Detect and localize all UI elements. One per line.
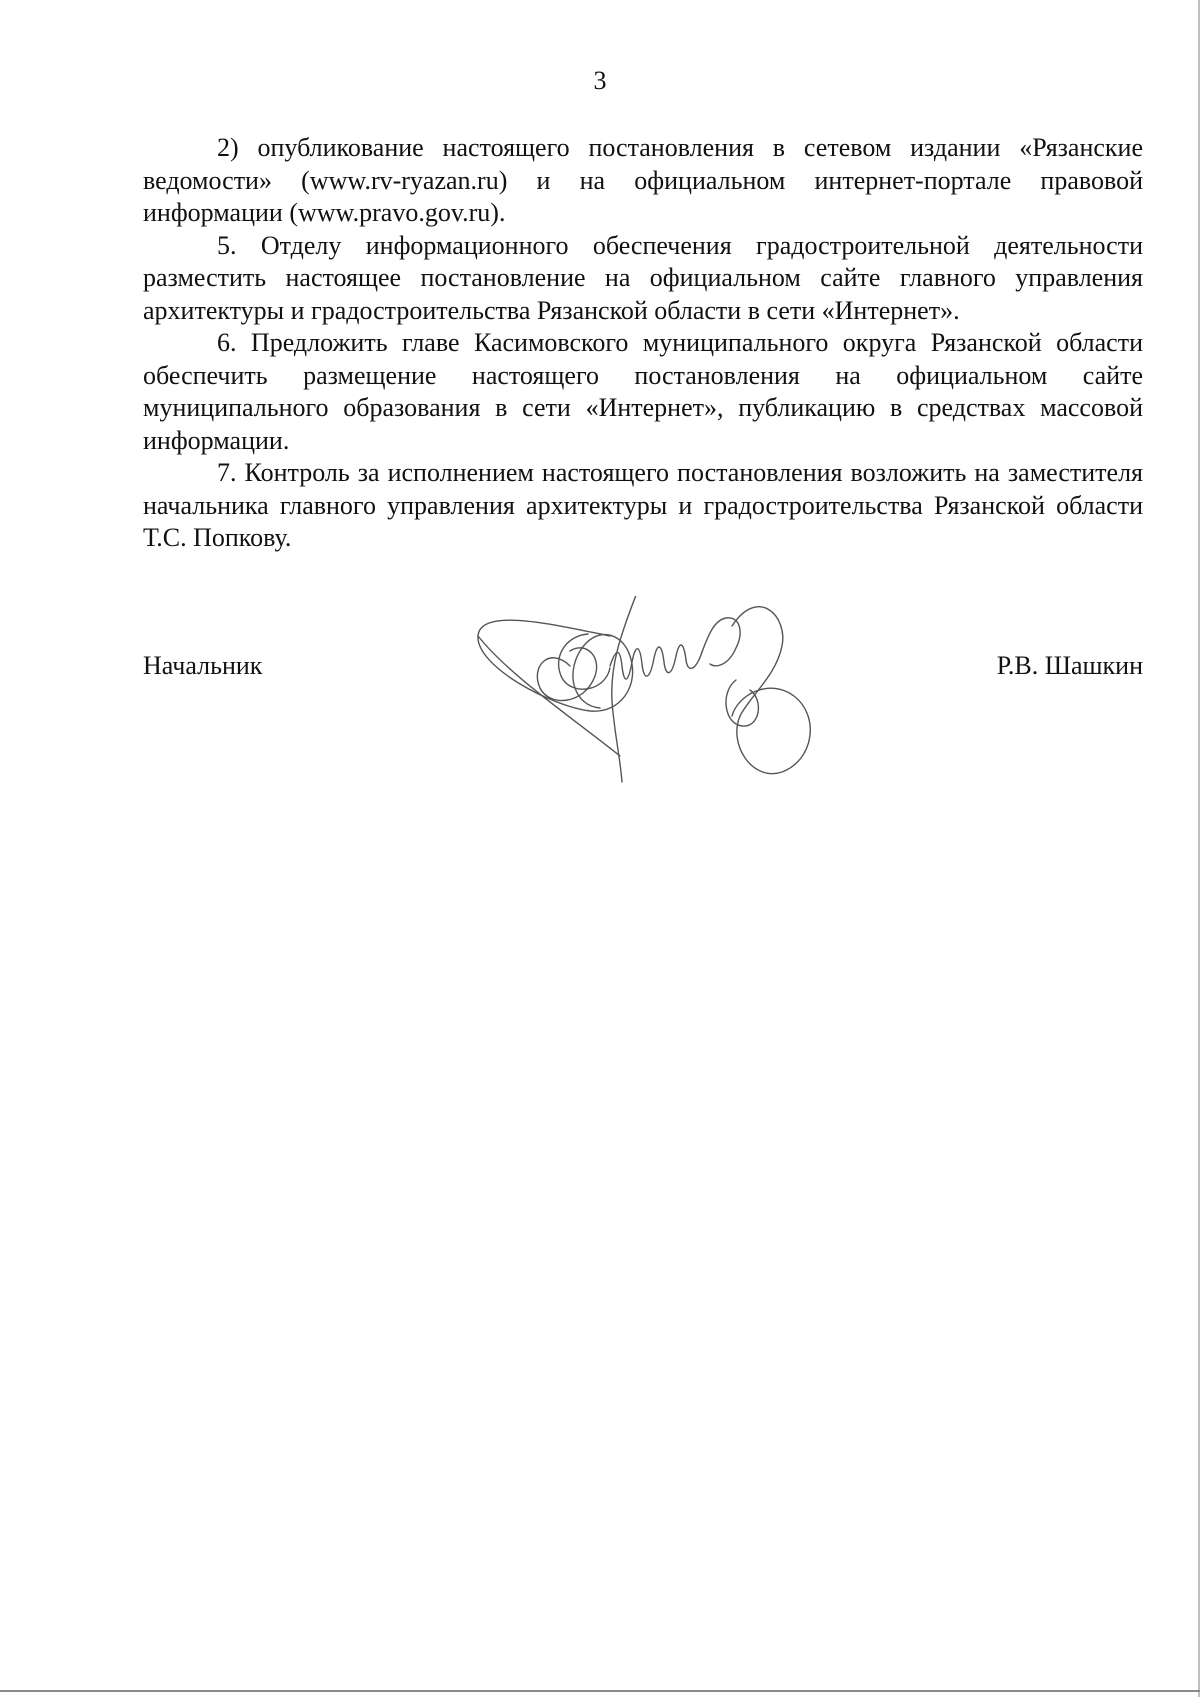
handwritten-signature [470, 596, 890, 802]
paragraph-item-6: 6. Предложить главе Касимовского муниципального округа Рязанской области обеспечить размещение настоящего постановления на официальном сайте муниципального образования в сети «Интернет», публикацию в средствах массовой информации. [143, 328, 1143, 455]
paragraph-item-7: 7. Контроль за исполнением настоящего постановления возложить на заместителя начальника главного управления архитектуры и градостроительства Рязанской области Т.С. Попкову. [143, 458, 1143, 552]
scan-edge-bottom [0, 1690, 1200, 1692]
paragraph-publication: 2) опубликование настоящего постановления в сетевом издании «Рязанские ведомости» (www.rv-ryazan.ru) и на официальном интернет-портале правовой информации (www.pravo.gov.ru). [143, 133, 1143, 227]
page-number: 3 [593, 66, 607, 95]
document-body [143, 132, 1143, 555]
signatory-title: Начальник [143, 651, 263, 680]
paragraph-item-5: 5. Отделу информационного обеспечения градостроительной деятельности разместить настоящее постановление на официальном сайте главного управления архитектуры и градостроительства Рязанской области в сети «Интернет». [143, 230, 1143, 325]
signatory-name: Р.В. Шашкин [996, 651, 1143, 680]
